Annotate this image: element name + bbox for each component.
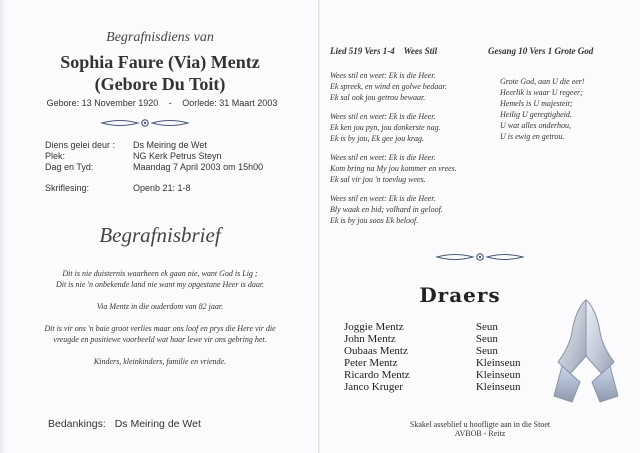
detail-row (45, 162, 283, 173)
verse-line: Wees stil en weet: Ek is die Heer. (330, 112, 436, 121)
verse-line: Ek is by jou soos Ek beloof. (330, 216, 419, 225)
bearer-row (344, 321, 534, 333)
letter-line: Dit is nie duisternis waarheen ek gaan nie, want God is Lig ; (62, 269, 258, 278)
thanks-value: Ds Meiring de Wet (114, 418, 201, 430)
letter-title: Begrafnisbrief (99, 223, 221, 247)
page-edge (0, 0, 6, 453)
hymn1-verses (330, 70, 505, 234)
scripture-label: Skriflesing: (45, 183, 90, 193)
letter-paragraph (25, 268, 295, 290)
verse-line: Bly waak en bid; volhard in geloof. (330, 205, 443, 214)
detail-label: Diens gelei deur : (45, 140, 116, 150)
letter-line: Via Mentz in die ouderdom van 82 jaar. (96, 302, 224, 311)
bearer-role: Seun (475, 333, 498, 345)
bearer-role: Kleinseun (475, 369, 521, 381)
death-date: Oorlede: 31 Maart 2003 (182, 98, 278, 108)
bearer-row (344, 381, 534, 393)
verse-line: Ek spreek, en wind en golwe bedaar. (330, 82, 447, 91)
praying-hands-icon (550, 296, 622, 406)
verse-line: Wees stil en weet: Ek is die Heer. (330, 71, 436, 80)
bearer-row (344, 369, 534, 381)
letter-paragraph (25, 301, 295, 312)
verse-line: Ek sal ook jou getrou bewaar. (330, 93, 426, 102)
divider-ornament-icon (435, 252, 525, 262)
scripture-value: Openb 21: 1-8 (133, 183, 191, 193)
letter-line: Kinders, kleinkinders, familie en vriende. (93, 357, 227, 366)
verse-line: Ek is by jou, Ek gee jou krag. (330, 134, 424, 143)
hymn-verse (330, 152, 505, 185)
verse-line: U wat alles onderhou, (500, 121, 571, 130)
bearer-role: Kleinseun (475, 357, 521, 369)
bearer-name: John Mentz (344, 333, 396, 345)
verse-line: Wees stil en weet: Ek is die Heer. (330, 153, 436, 162)
acknowledgements (48, 418, 207, 430)
bearer-role: Seun (475, 321, 498, 333)
bearer-name: Janco Kruger (344, 381, 403, 393)
procession-note (360, 420, 600, 438)
detail-value: Ds Meiring de Wet (133, 140, 207, 150)
thanks-label: Bedankings: (48, 418, 106, 430)
scripture-reading (45, 183, 191, 193)
divider-ornament-icon (100, 118, 190, 128)
detail-value: Maandag 7 April 2003 om 15h00 (133, 162, 264, 172)
detail-value: NG Kerk Petrus Steyn (133, 151, 222, 161)
verse-line: Kom bring na My jou kommer en vrees. (330, 164, 457, 173)
birth-date: Gebore: 13 November 1920 (46, 98, 159, 108)
verse-line: Hemels is U majesteit; (500, 99, 573, 108)
letter-line: Dit is nie 'n onbekende land nie want my opgestane Heer is daar. (55, 280, 265, 289)
deceased-name: Sophia Faure (Via) Mentz (60, 52, 260, 72)
detail-label: Dag en Tyd: (45, 162, 94, 172)
bearer-row (344, 357, 534, 369)
letter-paragraph (25, 323, 295, 345)
verse-line: U is ewig en getrou. (500, 132, 565, 141)
letter-paragraph (25, 356, 295, 367)
verse-line: Heilig U geregtigheid. (500, 110, 572, 119)
verse-line: Heerlik is waar U regeer; (500, 88, 583, 97)
bearer-name: Ricardo Mentz (344, 369, 410, 381)
bearer-role: Kleinseun (475, 381, 521, 393)
verse-line: Grote God, aan U die eer! (500, 77, 585, 86)
bearer-name: Joggie Mentz (344, 321, 404, 333)
hymn-verse (330, 111, 505, 144)
bearer-row (344, 345, 534, 357)
bearer-role: Seun (475, 345, 498, 357)
bearer-row (344, 333, 534, 345)
verse-line: Wees stil en weet: Ek is die Heer. (330, 194, 436, 203)
bearer-name: Peter Mentz (344, 357, 398, 369)
letter-line: vreugde en positiewe voorbeeld wat haar lewe vir ons gebring het. (53, 335, 267, 344)
hymn1-title: Lied 519 Vers 1-4 Wees Stil (330, 46, 438, 56)
service-title: Begrafnisdiens van (106, 30, 214, 45)
bearers-title: Draers (419, 283, 501, 307)
verse-line: Ek ken jou pyn, jou donkerste nag. (330, 123, 441, 132)
bearer-name: Oubaas Mentz (344, 345, 408, 357)
letter-body (25, 268, 295, 378)
letter-line: Dit is vir ons 'n baie groot verlies maar ons loof en prys die Here vir die (44, 324, 276, 333)
detail-label: Plek: (45, 151, 66, 161)
maiden-name: (Gebore Du Toit) (94, 74, 226, 94)
hymn-verse (330, 193, 505, 226)
note-line: Skakel asseblief u hoofligte aan in die Stoet (409, 420, 551, 429)
page-fold (318, 0, 320, 453)
detail-row (45, 140, 283, 151)
hymn2-title: Gesang 10 Vers 1 Grote God (488, 46, 594, 56)
dates-line (12, 98, 312, 108)
verse-line: Ek sal vir jou 'n toevlug wees. (330, 175, 426, 184)
note-line: AVBOB - Reitz (454, 429, 506, 438)
bearers-list (344, 321, 534, 393)
detail-row (45, 151, 283, 162)
date-separator: - (168, 98, 172, 108)
service-details (45, 140, 283, 173)
hymn2-verse (500, 76, 635, 142)
hymn-verse (330, 70, 505, 103)
